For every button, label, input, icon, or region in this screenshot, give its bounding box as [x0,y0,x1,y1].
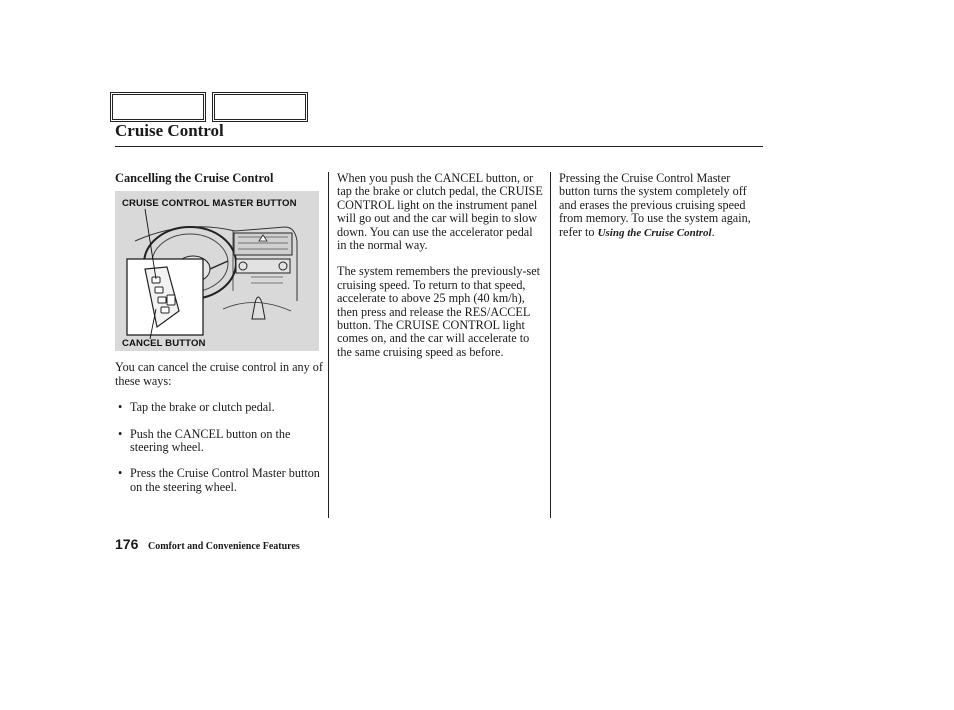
column-3 [559,172,759,253]
page-number: 176 [115,536,139,552]
cross-reference-link[interactable]: Using the Cruise Control [597,226,712,239]
column-1 [115,172,323,507]
page-title: Cruise Control [115,121,224,140]
body-paragraph: When you push the CANCEL button, or tap the brake or clutch pedal, the CRUISE CONTROL light on the instrument panel will go out and the car will begin to slow down. You can use the accelerator pedal in the normal way. [337,171,543,253]
figure-label-master-button: CRUISE CONTROL MASTER BUTTON [122,198,297,210]
column-divider-1 [328,172,329,518]
nav-tab-box-right[interactable] [214,94,306,120]
body-paragraph [559,172,759,240]
list-item: • Push the CANCEL button on the steering wheel. [118,428,323,455]
section-subheading: Cancelling the Cruise Control [115,171,274,185]
intro-paragraph: You can cancel the cruise control in any of these ways: [115,360,323,388]
column-2 [337,172,545,372]
steering-wheel-drawing [115,191,319,351]
body-text-end: . [711,224,715,239]
cancel-methods-list [115,401,323,494]
list-item: • Press the Cruise Control Master button on the steering wheel. [118,467,323,494]
column-divider-2 [550,172,551,518]
nav-tab-box-left[interactable] [112,94,204,120]
section-name: Comfort and Convenience Features [148,541,300,552]
list-item: • Tap the brake or clutch pedal. [118,401,323,414]
title-rule [115,146,763,147]
dashboard-illustration [115,191,319,351]
body-paragraph: The system remembers the previously-set cruising speed. To return to that speed, accelerate to above 25 mph (40 km/h), then press and release the RES/ACCEL button. The CRUISE CONTROL light comes on, and the car will accelerate to the same cruising speed as before. [337,264,541,359]
figure-label-cancel-button: CANCEL BUTTON [122,338,206,350]
body-text: Pressing the Cruise Control Master button turns the system completely off and erases the previous cruising speed from memory. To use the system again, refer to [559,171,751,239]
